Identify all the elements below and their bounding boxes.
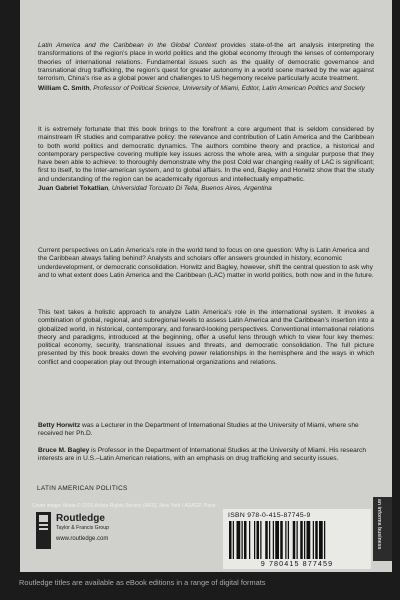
barcode-icon xyxy=(227,521,367,559)
isbn-number: ISBN 978-0-415-87745-9 xyxy=(228,512,311,519)
endorsement-smith-text xyxy=(38,42,374,83)
endorsement-smith xyxy=(38,42,374,94)
isbn-barcode xyxy=(223,509,371,569)
series-name: LATIN AMERICAN POLITICS xyxy=(37,485,128,492)
publisher-name: Routledge xyxy=(56,513,105,524)
publisher-website[interactable]: www.routledge.com xyxy=(56,536,109,542)
endorsement-tokatlian-body: It is extremely fortunate that this book brings to the forefront a core argument that is seldom considered by mainstream IR studies and comparative policy: the relevance and contribution of Latin America and the Caribbean to both world politics and democratic dynamics. The authors combine theory and practice, a historical and contemporary perspective covering multiple key issues across the whole area, with a singular purpose that they have been able to achieve: to thoroughly demonstrate why the post Cold war changing reality of LAC is significant; first to itself, to the Inter-american system, and to global affairs. In the end, Bagley and Horwitz show that the study and understanding of the region can be academically rigorous and intellectually empathetic. xyxy=(38,126,374,183)
endorser-tokatlian xyxy=(38,185,374,193)
description-paragraph-2: This text takes a holistic approach to analyze Latin America’s role in the international system. It invokes a combination of global, regional, and subregional levels to assess Latin America and the Caribbean’s insertion into a globalized world, in historical, contemporary, and forward-looking perspectives. Conventional international relations theory and paradigms, introduced at the beginning, offer a useful lens through which to view four key themes: political economy, security, transnational issues and threats, and democratic consolidation. The full picture presented by this book breaks down the evolving power relationships in the hemisphere and the ways in which conflict and cooperation play out through international organizations and relations. xyxy=(38,309,374,366)
endorser-tokatlian-name: Juan Gabriel Tokatlian xyxy=(38,184,109,192)
ebook-availability-note: Routledge titles are available as eBook editions in a range of digital formats xyxy=(19,578,266,587)
book-title: Latin America and the Caribbean in the Global Context xyxy=(38,42,217,49)
author-bagley-name: Bruce M. Bagley xyxy=(38,447,90,454)
routledge-logo-icon xyxy=(36,512,51,549)
endorser-smith-name: William C. Smith xyxy=(38,85,90,93)
author-bio-horwitz xyxy=(38,422,374,439)
informa-tagline: an informa business xyxy=(376,499,382,550)
endorser-tokatlian-affiliation: , Universidad Torcuato Di Tella, Buenos Aires, Argentina xyxy=(108,184,272,192)
author-horwitz-bio: was a Lecturer in the Department of International Studies at the University of Miami, where she received her Ph.D. xyxy=(38,422,359,438)
endorsement-tokatlian xyxy=(38,126,374,193)
author-bagley-bio: is Professor in the Department of International Studies at the University of Miami. His research interests are in U.S.–Latin American relations, with an emphasis on drug trafficking and security issues. xyxy=(38,447,367,463)
barcode-digits: 9 780415 877459 xyxy=(260,559,334,568)
author-horwitz-name: Betty Horwitz xyxy=(38,422,81,429)
description-paragraph-1: Current perspectives on Latin America’s role in the world tend to focus on one question: Why is Latin America and the Caribbean always falling behind? Analysts and scholars offer answers grounded in history, economic underdevelopment, or democratic consolidation. Horwitz and Bagley, however, shift the central question to ask why and to what extent does Latin America and the Caribbean (LAC) matter in world politics, both now and in the future. xyxy=(38,247,374,279)
informa-strip xyxy=(373,497,392,561)
endorsement-smith-body: provides state-of-the art analysis interpreting the transformations of the region’s place in world politics and the global economy through the lenses of contemporary theories of international relations. Fundamental issues such as the quality of democratic governance and transnational drug trafficking, the region’s quest for greater autonomy in a world scene marked by the war against terrorism, China’s rise as a global power and challenges to US hegemony receive particularly acute treatment. xyxy=(38,42,374,82)
endorser-smith-affiliation: , Professor of Political Science, University of Miami, Editor, Latin American Politics and Society xyxy=(89,85,365,93)
author-bio-bagley xyxy=(38,447,374,464)
publisher-tagline: Taylor & Francis Group xyxy=(56,525,110,531)
cover-image-credit: Cover image: Matta © 2015 Artists Rights Society (ARS), New York / ADAGP, Paris xyxy=(32,503,216,509)
endorser-smith xyxy=(38,85,374,93)
